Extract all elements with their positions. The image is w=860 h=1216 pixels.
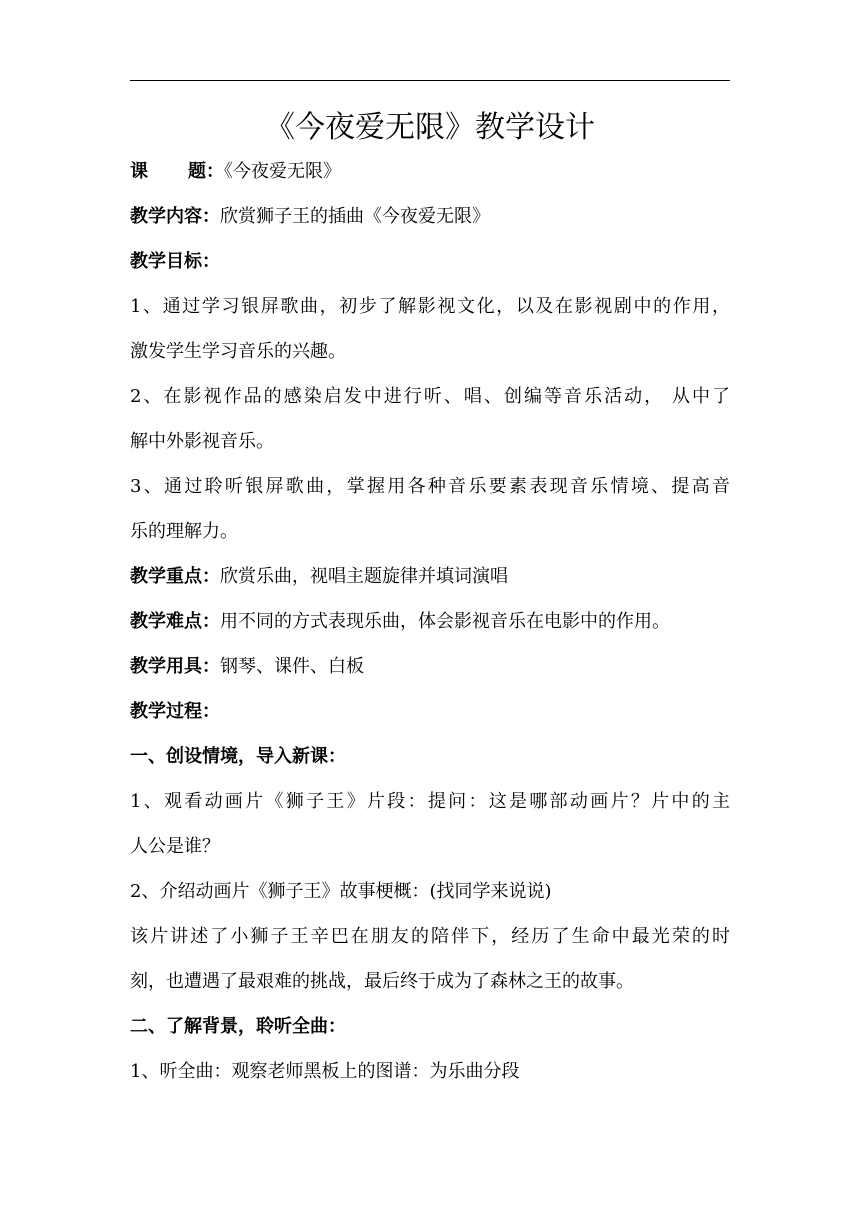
objective-3-line1: 3、通过聆听银屏歌曲，掌握用各种音乐要素表现音乐情境、提高音	[130, 476, 730, 497]
content-label: 教学内容：	[130, 206, 220, 227]
objective-2-line1: 2、在影视作品的感染启发中进行听、唱、创编等音乐活动， 从中了	[130, 386, 730, 407]
key-point-line	[130, 564, 730, 590]
topic-label-b: 题：	[188, 161, 224, 182]
content-line	[130, 204, 730, 230]
objective-2-line2: 解中外影视音乐。	[130, 431, 274, 452]
difficulty-value: 用不同的方式表现乐曲，体会影视音乐在电影中的作用。	[220, 611, 670, 632]
header-rule	[130, 80, 730, 81]
section-1-heading: 一、创设情境，导入新课：	[130, 746, 346, 767]
story-line2: 刻，也遭遇了最艰难的挑战，最后终于成为了森林之王的故事。	[130, 971, 634, 992]
story-line1: 该片讲述了小狮子王辛巴在朋友的陪伴下，经历了生命中最光荣的时	[130, 926, 730, 947]
key-point-label: 教学重点：	[130, 566, 220, 587]
topic-line	[130, 159, 730, 185]
content-value: 欣赏狮子王的插曲《今夜爱无限》	[220, 206, 490, 227]
difficulty-label: 教学难点：	[130, 611, 220, 632]
objectives-label: 教学目标：	[130, 251, 220, 272]
section-1-item-1-line2: 人公是谁？	[130, 836, 220, 857]
process-label: 教学过程：	[130, 701, 220, 722]
section-2-item-1: 1、听全曲：观察老师黑板上的图谱：为乐曲分段	[130, 1061, 520, 1082]
section-1-item-2: 2、介绍动画片《狮子王》故事梗概：(找同学来说说)	[130, 881, 552, 902]
tools-value: 钢琴、课件、白板	[220, 656, 364, 677]
topic-value: 《今夜爱无限》	[224, 161, 341, 182]
key-point-value: 欣赏乐曲，视唱主题旋律并填词演唱	[220, 566, 508, 587]
objective-1-line1: 1、通过学习银屏歌曲，初步了解影视文化，以及在影视剧中的作用，	[130, 296, 730, 317]
document-title: 《今夜爱无限》教学设计	[265, 110, 595, 145]
objective-3-line2: 乐的理解力。	[130, 521, 238, 542]
tools-label: 教学用具：	[130, 656, 220, 677]
difficulty-line	[130, 609, 730, 635]
topic-label-a: 课	[130, 161, 148, 182]
section-2-heading: 二、了解背景，聆听全曲：	[130, 1016, 346, 1037]
document-page	[130, 0, 730, 1216]
objective-1-line2: 激发学生学习音乐的兴趣。	[130, 341, 346, 362]
section-1-item-1-line1: 1、观看动画片《狮子王》片段：提问：这是哪部动画片？片中的主	[130, 791, 730, 812]
tools-line	[130, 654, 730, 680]
